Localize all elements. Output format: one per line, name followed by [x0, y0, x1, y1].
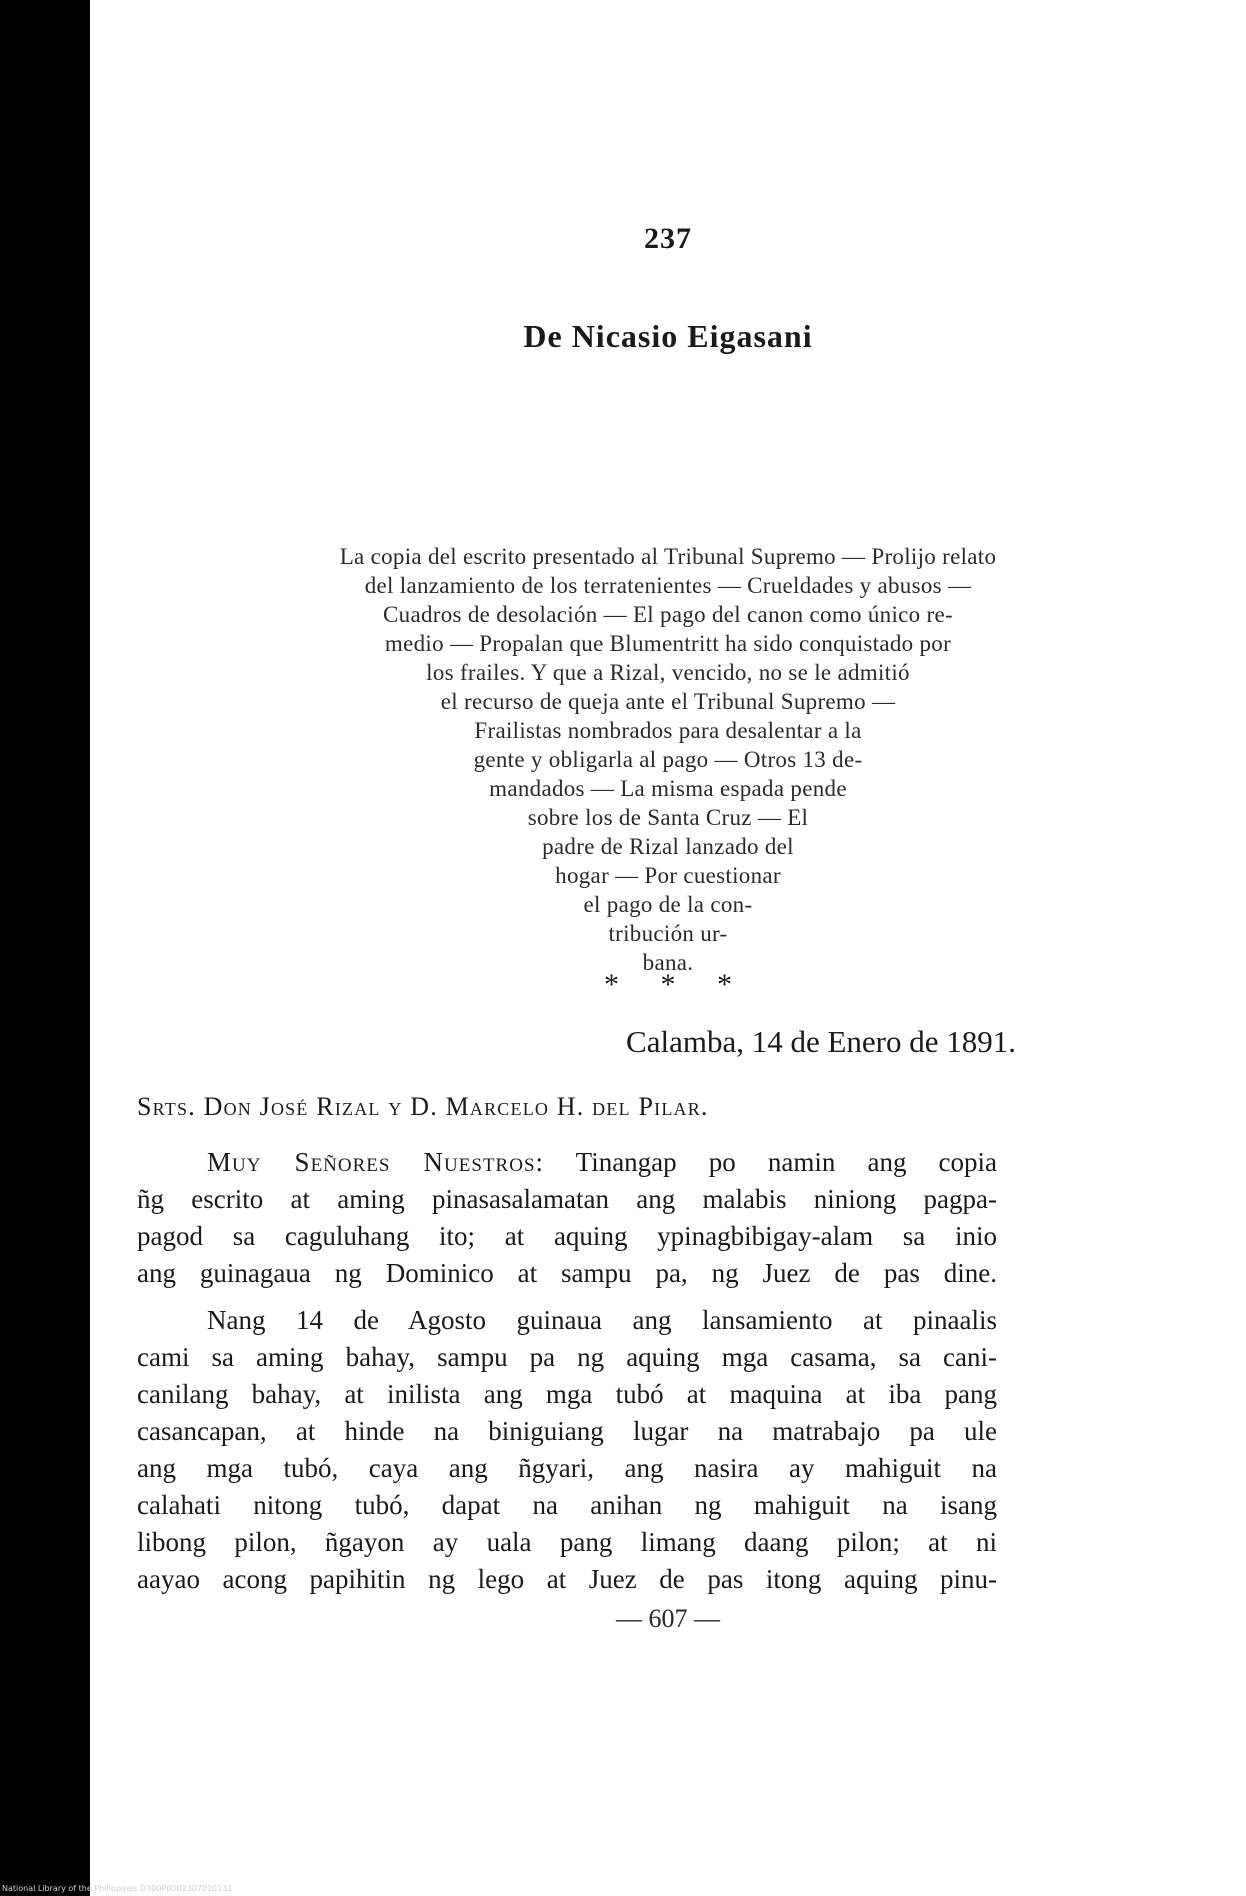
summary-line: el pago de la con-	[583, 892, 753, 917]
summary-line: gente y obligarla al pago — Otros 13 de-	[473, 747, 863, 772]
letter-dateline: Calamba, 14 de Enero de 1891.	[626, 1024, 1016, 1059]
library-stamp: National Library of the Philippines D300P0002307010131	[2, 1884, 233, 1893]
summary-line: Cuadros de desolación — El pago del canon como único re-	[383, 602, 953, 627]
footer-page-number: — 607 —	[616, 1604, 720, 1633]
summary-line: Frailistas nombrados para desalentar a la	[474, 718, 862, 743]
body-line: canilang bahay, at inilista ang mga tubó at maquina at iba pang	[137, 1379, 997, 1409]
section-separator: * * *	[604, 968, 732, 1001]
body-line: libong pilon, ñgayon ay uala pang limang daang pilon; at ni	[137, 1527, 997, 1557]
summary-line: bana.	[642, 950, 694, 975]
body-line: ang mga tubó, caya ang ñgyari, ang nasira ay mahiguit na	[137, 1453, 997, 1483]
body-line-text: Tinangap po namin ang copia	[575, 1147, 998, 1177]
body-line: casancapan, at hinde na biniguiang lugar na matrabajo pa ule	[137, 1416, 997, 1446]
letter-salutation: Srts. Don José Rizal y D. Marcelo H. del Pilar.	[137, 1092, 709, 1121]
letter-greeting: Muy Señores Nuestros:	[207, 1147, 545, 1177]
summary-line: mandados — La misma espada pende	[489, 776, 847, 801]
body-line: pagod sa caguluhang ito; at aquing ypinagbibigay-alam sa inio	[137, 1221, 997, 1251]
summary-line: sobre los de Santa Cruz — El	[527, 805, 809, 830]
document-page	[90, 0, 1246, 1896]
page-number: 237	[644, 222, 692, 255]
body-line: aayao acong papihitin ng lego at Juez de pas itong aquing pinu-	[137, 1564, 997, 1594]
letter-body	[137, 1144, 997, 1598]
body-line: cami sa aming bahay, sampu pa ng aquing mga casama, sa cani-	[137, 1342, 997, 1372]
summary-line: el recurso de queja ante el Tribunal Supremo —	[440, 689, 896, 714]
summary-line: La copia del escrito presentado al Tribunal Supremo — Prolijo relato	[339, 544, 997, 569]
summary-line: tribución ur-	[608, 921, 728, 946]
body-line: Nang 14 de Agosto guinaua ang lansamiento at pinaalis	[207, 1305, 997, 1335]
body-line: ñg escrito at aming pinasasalamatan ang malabis niniong pagpa-	[137, 1184, 997, 1214]
summary-line: hogar — Por cuestionar	[555, 863, 781, 888]
summary-line: los frailes. Y que a Rizal, vencido, no se le admitió	[426, 660, 910, 685]
summary-line: padre de Rizal lanzado del	[542, 834, 794, 859]
summary-line: del lanzamiento de los terratenientes — Crueldades y abusos —	[364, 573, 972, 598]
summary-line: medio — Propalan que Blumentritt ha sido conquistado por	[384, 631, 952, 656]
body-line	[137, 1144, 997, 1181]
chapter-summary	[90, 542, 1246, 977]
body-line: calahati nitong tubó, dapat na anihan ng mahiguit na isang	[137, 1490, 997, 1520]
chapter-title: De Nicasio Eigasani	[523, 318, 813, 354]
body-line: ang guinagaua ng Dominico at sampu pa, ng Juez de pas dine.	[137, 1258, 997, 1288]
